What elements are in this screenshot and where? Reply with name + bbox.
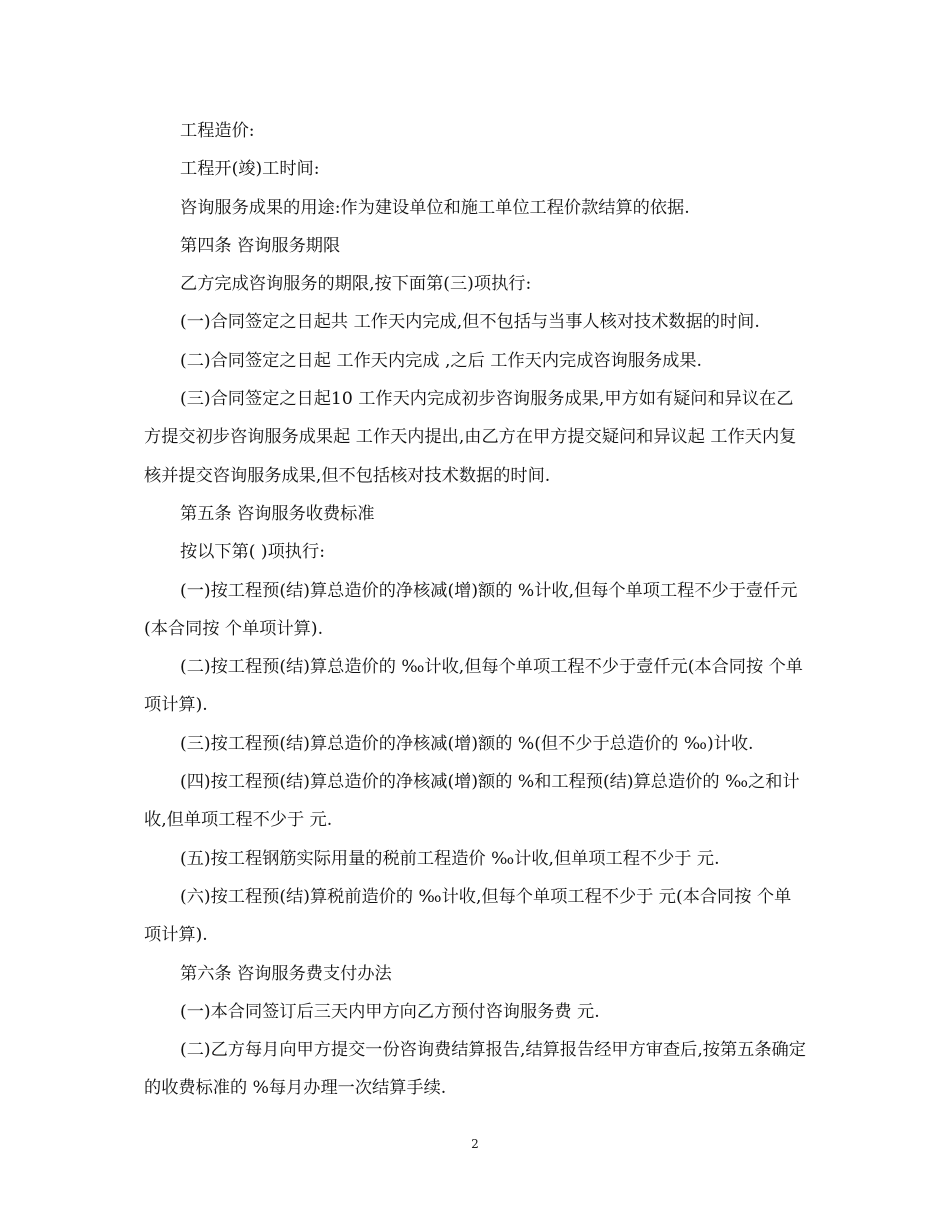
article-6-heading: 第六条 咨询服务费支付办法 bbox=[180, 963, 392, 984]
paragraph-payment-option-1: (一)本合同签订后三天内甲方向乙方预付咨询服务费 元. bbox=[180, 1001, 600, 1022]
document-body bbox=[144, 112, 808, 1108]
page-number: 2 bbox=[471, 1137, 479, 1151]
paragraph-result-purpose: 咨询服务成果的用途:作为建设单位和施工单位工程价款结算的依据. bbox=[180, 197, 690, 218]
paragraph-project-cost: 工程造价: bbox=[180, 121, 255, 141]
paragraph-fee-option-1: (一)按工程预(结)算总造价的净核减(增)额的 %计收,但每个单项工程不少于壹仟元(本合同按 个单项计算). bbox=[144, 580, 798, 639]
paragraph-fee-option-5: (五)按工程钢筋实际用量的税前工程造价 ‰计收,但单项工程不少于 元. bbox=[180, 848, 720, 869]
paragraph-period-option-1: (一)合同签定之日起共 工作天内完成,但不包括与当事人核对技术数据的时间. bbox=[180, 312, 760, 333]
paragraph-fee-option-6: (六)按工程预(结)算税前造价的 ‰计收,但每个单项工程不少于 元(本合同按 个单项计算). bbox=[144, 886, 792, 946]
paragraph-fee-option-4: (四)按工程预(结)算总造价的净核减(增)额的 %和工程预(结)算总造价的 ‰之和计收,但单项工程不少于 元. bbox=[144, 772, 800, 831]
paragraph-payment-option-2: (二)乙方每月向甲方提交一份咨询费结算报告,结算报告经甲方审查后,按第五条确定的收费标准的 %每月办理一次结算手续. bbox=[144, 1040, 806, 1099]
paragraph-period-option-3: (三)合同签定之日起10 工作天内完成初步咨询服务成果,甲方如有疑问和异议在乙方提交初步咨询服务成果起 工作天内提出,由乙方在甲方提交疑问和异议起 工作天内复核并提交咨询服务成果,但不包括核对技术数据的时间. bbox=[144, 389, 797, 486]
paragraph-fee-intro: 按以下第( )项执行: bbox=[180, 542, 325, 563]
paragraph-service-period-intro: 乙方完成咨询服务的期限,按下面第(三)项执行: bbox=[180, 274, 532, 295]
article-5-heading: 第五条 咨询服务收费标准 bbox=[180, 503, 375, 524]
paragraph-fee-option-3: (三)按工程预(结)算总造价的净核减(增)额的 %(但不少于总造价的 ‰)计收. bbox=[180, 733, 754, 754]
paragraph-period-option-2: (二)合同签定之日起 工作天内完成 ,之后 工作天内完成咨询服务成果. bbox=[180, 350, 702, 371]
paragraph-fee-option-2: (二)按工程预(结)算总造价的 ‰计收,但每个单项工程不少于壹仟元(本合同按 个单项计算). bbox=[144, 657, 803, 716]
paragraph-construction-dates: 工程开(竣)工时间: bbox=[180, 159, 320, 180]
article-4-heading: 第四条 咨询服务期限 bbox=[180, 235, 341, 256]
